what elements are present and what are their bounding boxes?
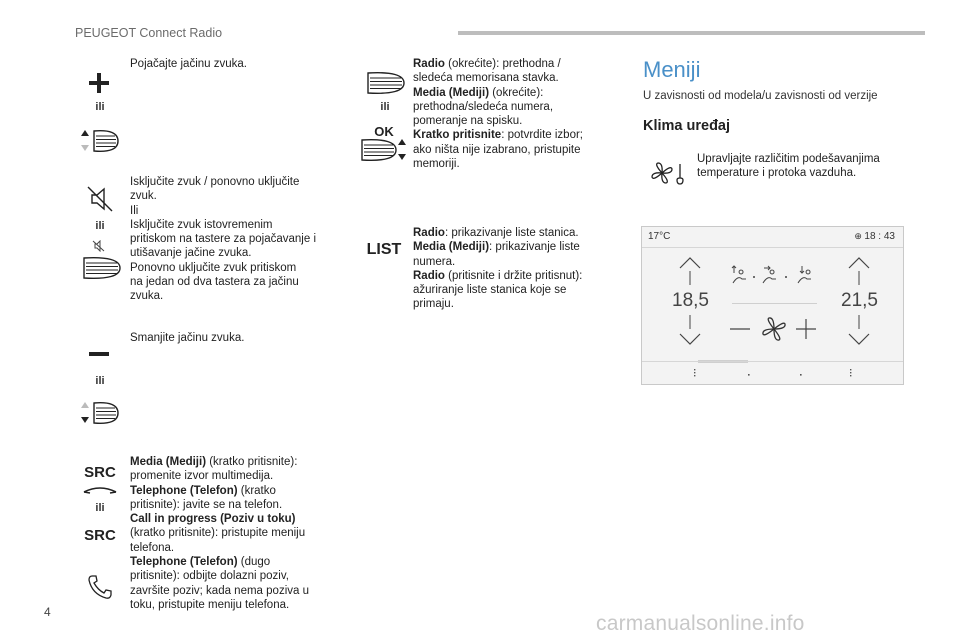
ok-rest: (okrećite): bbox=[489, 86, 544, 99]
ok-line: pomeranje na spisku. bbox=[413, 115, 523, 128]
ili-label: ili bbox=[95, 101, 105, 113]
steering-wheel-volume-down-icon bbox=[78, 400, 122, 426]
climate-desc-line: Upravljajte različitim podešavanjima bbox=[697, 153, 880, 165]
ok-rest: : potvrdite izbor; bbox=[501, 129, 584, 142]
list-line: numera. bbox=[413, 255, 456, 268]
climate-desc-line: temperature i protoka vazduha. bbox=[697, 167, 857, 180]
volume-up-text: Pojačajte jačinu zvuka. bbox=[130, 58, 247, 70]
left-temp-up-chevron-icon[interactable] bbox=[679, 257, 701, 269]
src-line: pritisnite): odbijte dolazni poziv, bbox=[130, 570, 289, 583]
src-line: promenite izvor multimedija. bbox=[130, 470, 274, 483]
src-bold: Telephone (Telefon) bbox=[130, 484, 238, 497]
list-bold: Media (Mediji) bbox=[413, 241, 490, 254]
mute-line: Isključite zvuk / ponovno uključite bbox=[130, 176, 300, 188]
mute-line: na jedan od dva tastera za jačinu bbox=[130, 276, 299, 289]
watermark: carmanualsonline.info bbox=[596, 612, 805, 635]
list-rest: : prikazivanje liste bbox=[489, 241, 580, 254]
left-temp-down-chevron-icon[interactable] bbox=[679, 333, 701, 345]
mute-line: Isključite zvuk istovremenim bbox=[130, 218, 273, 231]
steering-wheel-volume-up-icon bbox=[78, 128, 122, 154]
ili-label: ili bbox=[95, 375, 105, 387]
src-button-label: SRC bbox=[84, 527, 116, 544]
section-title: Meniji bbox=[643, 57, 701, 82]
minus-icon bbox=[88, 350, 110, 358]
climate-description bbox=[697, 152, 880, 181]
phone-button-icon bbox=[82, 483, 118, 495]
fan-increase-icon[interactable] bbox=[796, 319, 816, 339]
climate-screen bbox=[641, 226, 904, 385]
src-line: završite poziv; kada nema poziva u bbox=[130, 584, 309, 597]
mute-line: utišavanje jačine zvuka. bbox=[130, 247, 252, 260]
ok-line: sledeća memorisana stavka. bbox=[413, 72, 559, 85]
mute-line: Ponovno uključite zvuk pritiskom bbox=[130, 261, 297, 274]
screen-divider bbox=[732, 303, 817, 304]
climate-fan-thermometer-icon bbox=[650, 161, 688, 187]
list-line: primaju. bbox=[413, 298, 454, 311]
fan-decrease-icon[interactable] bbox=[730, 328, 750, 330]
mute-line: zvuka. bbox=[130, 290, 164, 303]
right-temperature-setpoint: 21,5 bbox=[841, 290, 878, 311]
right-temp-bar-icon bbox=[858, 271, 860, 285]
right-temp-down-chevron-icon[interactable] bbox=[848, 333, 870, 345]
ok-bold: Kratko pritisnite bbox=[413, 129, 502, 142]
list-text bbox=[413, 226, 582, 312]
fan-icon bbox=[760, 315, 788, 343]
mute-speaker-icon bbox=[86, 185, 114, 213]
src-button-label: SRC bbox=[84, 464, 116, 481]
right-temp-up-chevron-icon[interactable] bbox=[848, 257, 870, 269]
section-subtitle: U zavisnosti od modela/u zavisnosti od verzije bbox=[643, 90, 878, 102]
src-text bbox=[130, 455, 309, 612]
ok-bold: Media (Mediji) bbox=[413, 86, 490, 99]
src-rest: (dugo bbox=[237, 556, 271, 569]
header-title: PEUGEOT Connect Radio bbox=[75, 26, 223, 40]
page-number: 4 bbox=[44, 605, 51, 619]
left-temperature-setpoint: 18,5 bbox=[672, 290, 709, 311]
steering-wheel-control-icon bbox=[364, 70, 408, 96]
volume-down-text: Smanjite jačinu zvuka. bbox=[130, 332, 245, 344]
ili-label: ili bbox=[95, 220, 105, 232]
bottom-bar-dots-icon[interactable] bbox=[694, 368, 864, 378]
list-button-label: LIST bbox=[366, 241, 402, 258]
header-divider bbox=[458, 31, 925, 35]
src-line: (kratko pritisnite): pristupite meniju bbox=[130, 527, 306, 540]
src-bold: Telephone (Telefon) bbox=[130, 556, 238, 569]
list-bold: Radio bbox=[413, 269, 445, 282]
ili-label: ili bbox=[380, 101, 390, 113]
ok-text bbox=[413, 57, 583, 171]
screen-top-bar bbox=[642, 227, 903, 248]
plus-icon bbox=[88, 72, 110, 94]
left-temp-bar-icon bbox=[689, 271, 691, 285]
src-rest: (kratko pritisnite): bbox=[206, 456, 298, 468]
mute-line: pritiskom na tastere za pojačavanje i bbox=[130, 233, 317, 246]
mute-small-icon bbox=[92, 240, 106, 252]
ok-line: ako ništa nije izabrano, pristupite bbox=[413, 143, 581, 156]
list-line: ažuriranje liste stanica koje se bbox=[413, 284, 567, 297]
screen-clock bbox=[854, 231, 895, 242]
mute-text bbox=[130, 175, 316, 304]
list-rest: : prikazivanje liste stanica. bbox=[444, 227, 579, 239]
climate-heading: Klima uređaj bbox=[643, 118, 731, 134]
src-line: telefona. bbox=[130, 541, 175, 554]
src-line: pritisnite): javite se na telefon. bbox=[130, 498, 283, 511]
ili-label: ili bbox=[95, 502, 105, 514]
ok-bold: Radio bbox=[413, 58, 445, 70]
left-temp-bar-icon bbox=[689, 315, 691, 329]
clock-icon: ⊕ bbox=[854, 231, 865, 241]
ok-rest: (okrećite): prethodna / bbox=[444, 58, 561, 70]
list-rest: (pritisnite i držite pritisnut): bbox=[444, 269, 583, 282]
screen-bottom-bar bbox=[642, 361, 903, 384]
src-rest: (kratko bbox=[237, 484, 276, 497]
outside-temperature: 17°C bbox=[648, 231, 671, 242]
phone-handset-icon bbox=[86, 573, 114, 601]
ok-line: prethodna/sledeća numera, bbox=[413, 100, 554, 113]
mute-line: zvuk. bbox=[130, 190, 157, 203]
ok-line: memoriji. bbox=[413, 158, 460, 171]
right-temp-bar-icon bbox=[858, 315, 860, 329]
list-bold: Radio bbox=[413, 227, 445, 239]
ok-button-label: OK bbox=[374, 124, 394, 139]
mute-line: Ili bbox=[130, 204, 139, 217]
src-bold: Call in progress (Poziv u toku) bbox=[130, 513, 296, 526]
src-line: toku, pristupite meniju telefona. bbox=[130, 598, 290, 611]
src-bold: Media (Mediji) bbox=[130, 456, 207, 468]
clock-time: 18 : 43 bbox=[864, 231, 895, 242]
steering-wheel-scroll-icon bbox=[360, 137, 408, 163]
steering-wheel-control-icon bbox=[80, 255, 124, 281]
airflow-mode-icons[interactable] bbox=[730, 264, 822, 286]
